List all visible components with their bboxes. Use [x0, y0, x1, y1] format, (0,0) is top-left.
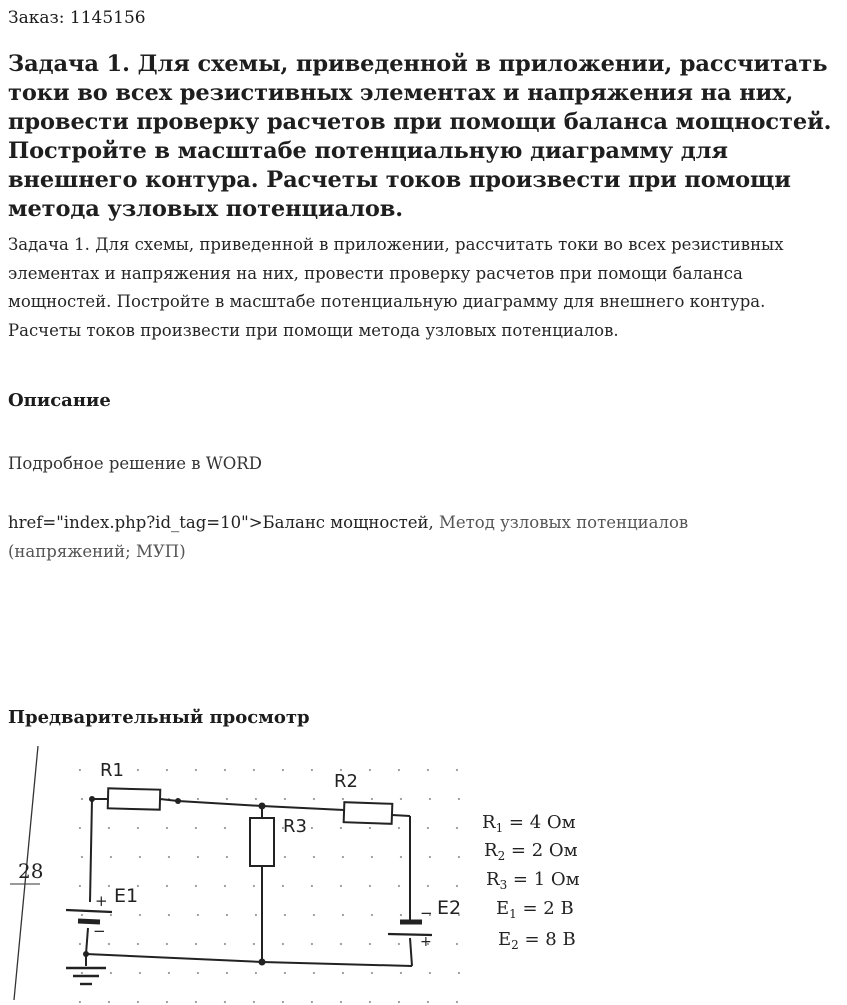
description-heading: Описание: [8, 390, 111, 411]
grid-dot: [81, 798, 83, 800]
grid-dot: [456, 827, 458, 829]
grid-dot: [195, 1001, 197, 1003]
grid-dot: [429, 972, 431, 974]
grid-dot: [253, 885, 255, 887]
circuit-preview-image: [0, 742, 600, 1005]
grid-dot: [458, 798, 460, 800]
param-r1: $R_1 = 4$ Ом: [482, 812, 576, 835]
resistor-r1: [108, 788, 161, 809]
label-r2: R2: [334, 771, 358, 792]
grid-dot: [371, 856, 373, 858]
wire-left-vertical-bottom: [86, 928, 88, 954]
grid-dot: [81, 914, 83, 916]
grid-dot: [224, 1001, 226, 1003]
grid-dot: [458, 972, 460, 974]
grid-dot: [108, 943, 110, 945]
grid-dot: [253, 943, 255, 945]
grid-dot: [427, 769, 429, 771]
grid-dot: [429, 798, 431, 800]
grid-dot: [369, 769, 371, 771]
param-e1: $E_1 = 2$ В: [496, 898, 574, 921]
grid-dot: [456, 769, 458, 771]
wire-left-vertical-top: [90, 799, 92, 902]
grid-dot: [255, 798, 257, 800]
grid-dot: [400, 972, 402, 974]
grid-dot: [168, 972, 170, 974]
label-e2-minus: −: [420, 904, 433, 922]
grid-dot: [226, 798, 228, 800]
grid-dot: [313, 914, 315, 916]
order-number: Заказ: 1145156: [8, 8, 146, 28]
grid-dot: [197, 798, 199, 800]
grid-dot: [398, 1001, 400, 1003]
grid-dot: [342, 914, 344, 916]
grid-dot: [168, 856, 170, 858]
grid-dot: [139, 972, 141, 974]
grid-dot: [139, 914, 141, 916]
grid-dot: [79, 769, 81, 771]
grid-dot: [253, 769, 255, 771]
grid-dot: [369, 943, 371, 945]
grid-dot: [311, 943, 313, 945]
param-r3: $R_3 = 1$ Ом: [486, 869, 580, 892]
resistor-r2: [344, 802, 393, 824]
grid-dot: [195, 827, 197, 829]
grid-dot: [340, 1001, 342, 1003]
grid-dot: [313, 972, 315, 974]
grid-dot: [166, 769, 168, 771]
wire-to-junction: [178, 801, 262, 806]
grid-dot: [79, 885, 81, 887]
wire-r2-right: [392, 815, 410, 816]
grid-dot: [166, 943, 168, 945]
grid-dot: [226, 856, 228, 858]
grid-dot: [137, 1001, 139, 1003]
grid-dot: [340, 885, 342, 887]
grid-dot: [398, 769, 400, 771]
grid-dot: [311, 827, 313, 829]
grid-dot: [311, 1001, 313, 1003]
grid-dot: [139, 856, 141, 858]
grid-dot: [168, 914, 170, 916]
grid-dot: [340, 943, 342, 945]
label-e2-plus: +: [420, 934, 432, 950]
grid-dot: [282, 885, 284, 887]
grid-dot: [224, 827, 226, 829]
grid-dot: [369, 1001, 371, 1003]
grid-dot: [456, 943, 458, 945]
grid-dot: [400, 798, 402, 800]
grid-dot: [427, 885, 429, 887]
grid-dot: [226, 972, 228, 974]
grid-dot: [282, 1001, 284, 1003]
grid-dot: [110, 856, 112, 858]
grid-dot: [166, 1001, 168, 1003]
grid-dot: [224, 769, 226, 771]
grid-dot: [137, 943, 139, 945]
description-text: Подробное решение в WORD: [8, 454, 262, 473]
grid-dot: [342, 972, 344, 974]
grid-dot: [311, 885, 313, 887]
grid-dot: [110, 972, 112, 974]
grid-dot: [342, 856, 344, 858]
grid-dot: [371, 914, 373, 916]
label-r1: R1: [100, 760, 124, 781]
grid-dot: [400, 914, 402, 916]
grid-dot: [456, 885, 458, 887]
grid-dot: [284, 972, 286, 974]
grid-dot: [342, 798, 344, 800]
label-e1: E1: [114, 885, 139, 907]
node-dot: [259, 803, 266, 810]
grid-dot: [458, 856, 460, 858]
grid-dot: [226, 914, 228, 916]
tag-separator: ,: [428, 513, 439, 532]
grid-dot: [284, 914, 286, 916]
tag-link-nodal-method[interactable]: Метод узловых потенциалов (напряжений; МУП): [8, 513, 689, 561]
grid-dot: [81, 972, 83, 974]
grid-dot: [340, 827, 342, 829]
grid-dot: [108, 885, 110, 887]
grid-dot: [197, 914, 199, 916]
wire-right-vertical-bottom: [410, 938, 412, 966]
wire-junction-r2: [262, 806, 344, 810]
grid-dot: [166, 885, 168, 887]
margin-number: 28: [18, 859, 44, 883]
grid-dot: [224, 943, 226, 945]
grid-dot: [253, 1001, 255, 1003]
grid-dot: [108, 1001, 110, 1003]
grid-dot: [369, 827, 371, 829]
grid-dot: [398, 827, 400, 829]
grid-dot: [197, 856, 199, 858]
grid-dot: [197, 972, 199, 974]
grid-dot: [137, 827, 139, 829]
grid-dot: [400, 856, 402, 858]
label-e1-plus: +: [95, 892, 108, 910]
grid-dot: [79, 1001, 81, 1003]
grid-dot: [255, 972, 257, 974]
grid-dot: [429, 856, 431, 858]
node-dot: [175, 798, 181, 804]
grid-dot: [427, 827, 429, 829]
node-dot: [259, 959, 266, 966]
label-e2: E2: [437, 897, 462, 919]
grid-dot: [313, 798, 315, 800]
grid-dot: [195, 769, 197, 771]
label-r3: R3: [283, 816, 307, 837]
grid-dot: [110, 914, 112, 916]
grid-dot: [282, 943, 284, 945]
grid-dot: [398, 943, 400, 945]
grid-dot: [313, 856, 315, 858]
wire-bottom-right: [262, 962, 412, 966]
grid-dot: [166, 827, 168, 829]
grid-dot: [108, 827, 110, 829]
grid-dot: [195, 943, 197, 945]
task-body: Задача 1. Для схемы, приведенной в приложении, рассчитать токи во всех резистивных элементах и напряжения на них, провести проверку расчетов при помощи баланса мощностей. Постройте в масштабе потенциальную диаграмму для внешнего контура. Расчеты токов произвести при помощи метода узловых потенциалов.: [8, 235, 784, 340]
param-r2: $R_2 = 2$ Ом: [484, 840, 578, 863]
grid-dot: [137, 769, 139, 771]
grid-dot: [369, 885, 371, 887]
wire-bottom-left: [86, 954, 262, 962]
circuit-diagram: [0, 742, 600, 1005]
grid-dot: [371, 972, 373, 974]
grid-dot: [284, 798, 286, 800]
grid-dot: [79, 943, 81, 945]
task-title: Задача 1. Для схемы, приведенной в приложении, рассчитать токи во всех резистивных элементах и напряжения на них, провести проверку расчетов при помощи баланса мощностей. Постройте в масштабе потенциальную диаграмму для внешнего контура. Расчеты токов произвести при помощи метода узловых потенциалов.: [8, 51, 832, 222]
grid-dot: [284, 856, 286, 858]
grid-dot: [371, 798, 373, 800]
grid-dot: [81, 856, 83, 858]
grid-dot: [255, 914, 257, 916]
grid-dot: [456, 1001, 458, 1003]
grid-dot: [398, 885, 400, 887]
grid-dot: [311, 769, 313, 771]
param-e2: $E_2 = 8$ В: [498, 929, 576, 952]
tag-list: [8, 508, 808, 566]
battery-e1: [66, 910, 112, 922]
grid-dot: [427, 1001, 429, 1003]
grid-dot: [282, 769, 284, 771]
ground-icon: [66, 968, 106, 984]
grid-dot: [79, 827, 81, 829]
node-dot: [83, 951, 89, 957]
grid-dot: [224, 885, 226, 887]
node-dot: [89, 796, 95, 802]
parameter-list: [482, 812, 580, 952]
grid-dot: [195, 885, 197, 887]
preview-heading: Предварительный просмотр: [8, 707, 310, 728]
tag-raw-text: href="index.php?id_tag=10">Баланс мощностей: [8, 513, 429, 532]
resistor-r3: [250, 818, 274, 866]
label-e1-minus: −: [93, 922, 106, 940]
